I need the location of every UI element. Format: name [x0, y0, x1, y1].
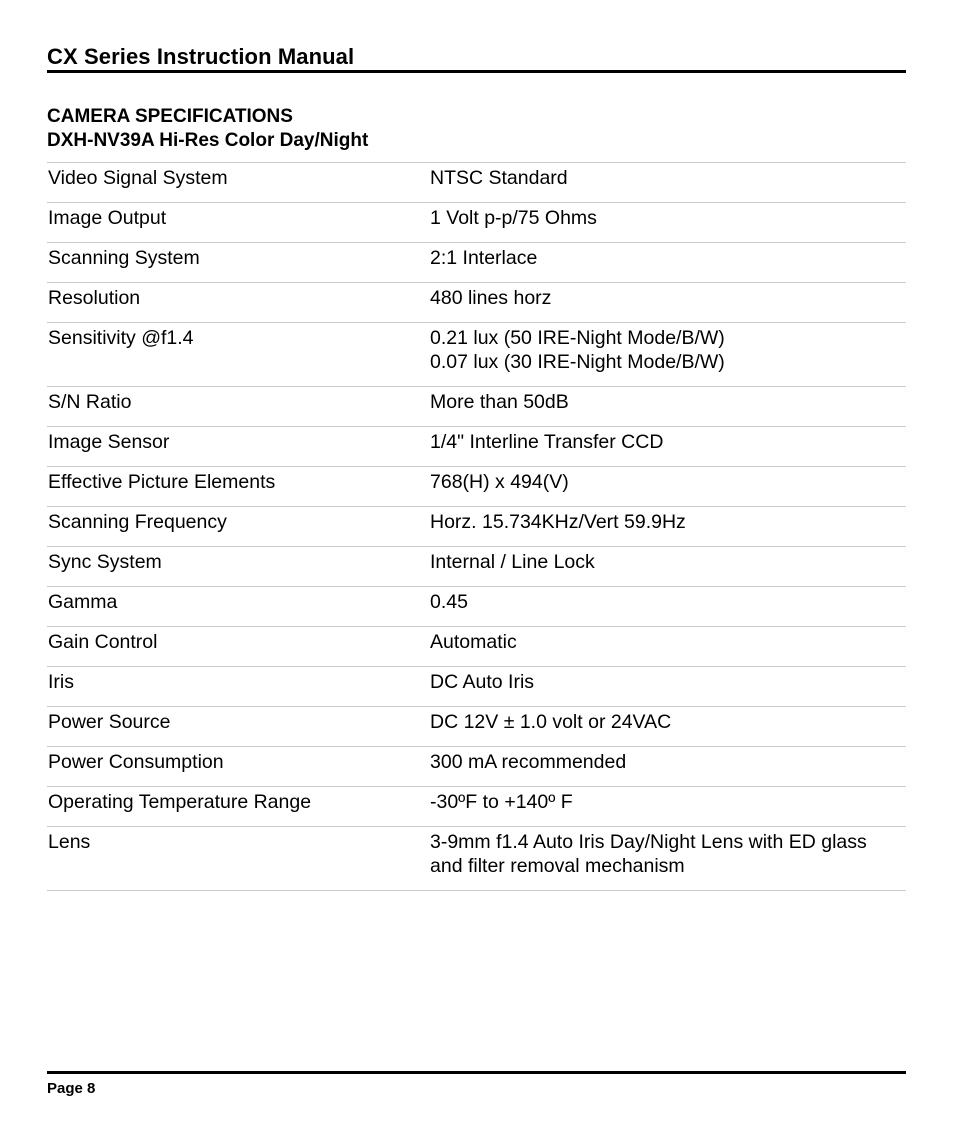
spec-row [47, 163, 906, 203]
spec-row [47, 243, 906, 283]
page-number: Page 8 [47, 1080, 96, 1097]
spec-value-line: 0.45 [430, 591, 468, 613]
spec-value-line: 0.07 lux (30 IRE-Night Mode/B/W) [430, 351, 725, 373]
spec-value [430, 830, 906, 878]
spec-value-line: -30ºF to +140º F [430, 791, 573, 813]
footer-divider [47, 1071, 906, 1074]
spec-row [47, 747, 906, 787]
spec-label: Power Consumption [48, 751, 224, 773]
spec-row [47, 507, 906, 547]
spec-row [47, 203, 906, 243]
section-title: CAMERA SPECIFICATIONS [47, 106, 293, 127]
spec-value-line: 768(H) x 494(V) [430, 471, 569, 493]
spec-label: Gamma [48, 591, 118, 613]
spec-label: Sync System [48, 551, 162, 573]
section-subtitle: DXH-NV39A Hi-Res Color Day/Night [47, 130, 369, 151]
spec-value [430, 166, 906, 190]
spec-row [47, 627, 906, 667]
spec-value-line: 480 lines horz [430, 287, 552, 309]
spec-value-line: 1 Volt p-p/75 Ohms [430, 207, 597, 229]
spec-value [430, 206, 906, 230]
spec-value [430, 710, 906, 734]
spec-value-line: 2:1 Interlace [430, 247, 538, 269]
spec-value-line: Automatic [430, 631, 517, 653]
spec-value-line: NTSC Standard [430, 167, 568, 189]
spec-row [47, 587, 906, 627]
spec-value [430, 550, 906, 574]
spec-label: Image Sensor [48, 431, 170, 453]
spec-row [47, 323, 906, 387]
spec-value [430, 510, 906, 534]
spec-value-line: DC Auto Iris [430, 671, 535, 693]
spec-row [47, 707, 906, 747]
spec-value-line: 300 mA recommended [430, 751, 627, 773]
spec-value-line: and filter removal mechanism [430, 855, 685, 877]
spec-label: Lens [48, 831, 91, 853]
spec-label: Operating Temperature Range [48, 791, 312, 813]
spec-label: S/N Ratio [48, 391, 132, 413]
spec-label: Scanning Frequency [48, 511, 227, 533]
spec-label: Video Signal System [48, 167, 228, 189]
spec-value-line: 0.21 lux (50 IRE-Night Mode/B/W) [430, 327, 725, 349]
spec-value [430, 750, 906, 774]
spec-value [430, 390, 906, 414]
spec-label: Power Source [48, 711, 171, 733]
spec-value [430, 246, 906, 270]
spec-value [430, 590, 906, 614]
spec-row [47, 283, 906, 323]
spec-value [430, 286, 906, 310]
spec-value [430, 670, 906, 694]
spec-value-line: 1/4" Interline Transfer CCD [430, 431, 664, 453]
spec-label: Iris [48, 671, 74, 693]
spec-row [47, 467, 906, 507]
spec-value-line: 3-9mm f1.4 Auto Iris Day/Night Lens with ED glass [430, 831, 867, 853]
spec-row [47, 387, 906, 427]
spec-value [430, 430, 906, 454]
spec-label: Gain Control [48, 631, 158, 653]
manual-title: CX Series Instruction Manual [47, 44, 355, 69]
spec-value [430, 790, 906, 814]
spec-row [47, 427, 906, 467]
spec-value-line: Internal / Line Lock [430, 551, 595, 573]
spec-row [47, 547, 906, 587]
spec-value [430, 326, 906, 374]
spec-value [430, 630, 906, 654]
spec-value-line: DC 12V ± 1.0 volt or 24VAC [430, 711, 672, 733]
spec-row [47, 667, 906, 707]
spec-value [430, 470, 906, 494]
spec-label: Resolution [48, 287, 141, 309]
spec-row [47, 787, 906, 827]
spec-label: Sensitivity @f1.4 [48, 327, 194, 349]
spec-table [47, 162, 906, 891]
spec-row [47, 827, 906, 891]
spec-label: Effective Picture Elements [48, 471, 276, 493]
spec-value-line: Horz. 15.734KHz/Vert 59.9Hz [430, 511, 686, 533]
spec-label: Scanning System [48, 247, 200, 269]
spec-label: Image Output [48, 207, 167, 229]
spec-value-line: More than 50dB [430, 391, 569, 413]
header-divider [47, 70, 906, 73]
